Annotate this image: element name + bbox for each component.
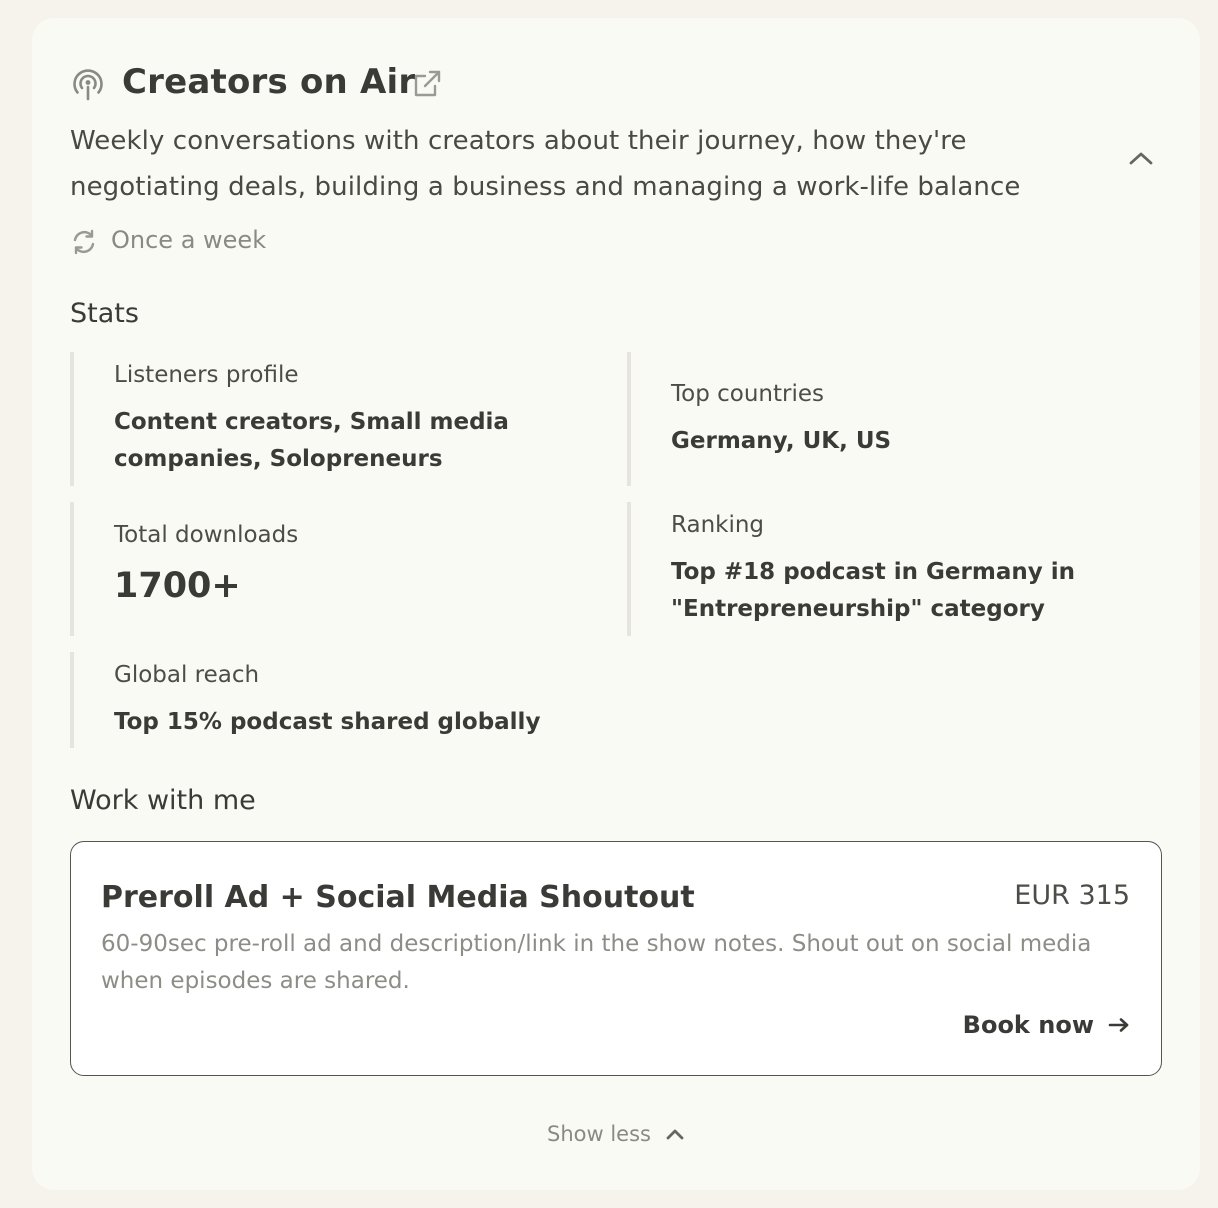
stat-top-countries xyxy=(627,352,1171,486)
stat-value: Content creators, Small media companies, Solopreneurs xyxy=(114,409,509,472)
stat-label: Listeners profile xyxy=(114,362,299,388)
podcast-icon xyxy=(70,66,106,102)
chevron-up-icon[interactable] xyxy=(1126,146,1156,170)
show-less-label: Show less xyxy=(547,1122,651,1146)
book-now-button[interactable] xyxy=(963,1011,1130,1039)
arrow-right-icon xyxy=(1108,1017,1130,1033)
podcast-title: Creators on Air xyxy=(122,62,416,102)
stat-label: Top countries xyxy=(671,381,824,407)
offer-price: EUR 315 xyxy=(1014,880,1130,911)
stat-label: Global reach xyxy=(114,662,260,688)
work-with-me-heading: Work with me xyxy=(70,785,256,816)
stat-value: Top 15% podcast shared globally xyxy=(114,709,541,735)
offer-description: 60-90sec pre-roll ad and description/link in the show notes. Shout out on social media when episodes are shared. xyxy=(101,931,1092,994)
stat-value: Top #18 podcast in Germany in "Entrepreneurship" category xyxy=(671,559,1075,622)
stat-value: Germany, UK, US xyxy=(671,428,892,454)
publish-frequency: Once a week xyxy=(111,226,267,254)
stat-listeners-profile xyxy=(70,352,594,486)
chevron-up-icon xyxy=(665,1127,685,1141)
external-link-icon[interactable] xyxy=(411,68,443,100)
stat-global-reach xyxy=(70,652,594,748)
offer-title: Preroll Ad + Social Media Shoutout xyxy=(101,880,695,915)
podcast-card xyxy=(32,18,1200,1190)
stats-heading: Stats xyxy=(70,298,139,329)
show-less-button[interactable] xyxy=(32,1122,1200,1146)
stat-value: 1700+ xyxy=(114,566,241,606)
stat-label: Total downloads xyxy=(114,522,299,548)
refresh-icon xyxy=(70,228,98,256)
podcast-description: Weekly conversations with creators about their journey, how they're negotiating deals, building a business and managing a work-life balance xyxy=(70,126,1021,202)
book-now-label: Book now xyxy=(962,1011,1094,1039)
stat-total-downloads xyxy=(70,502,594,636)
stat-ranking xyxy=(627,502,1171,636)
stat-label: Ranking xyxy=(671,512,765,538)
offer-card xyxy=(70,841,1162,1076)
